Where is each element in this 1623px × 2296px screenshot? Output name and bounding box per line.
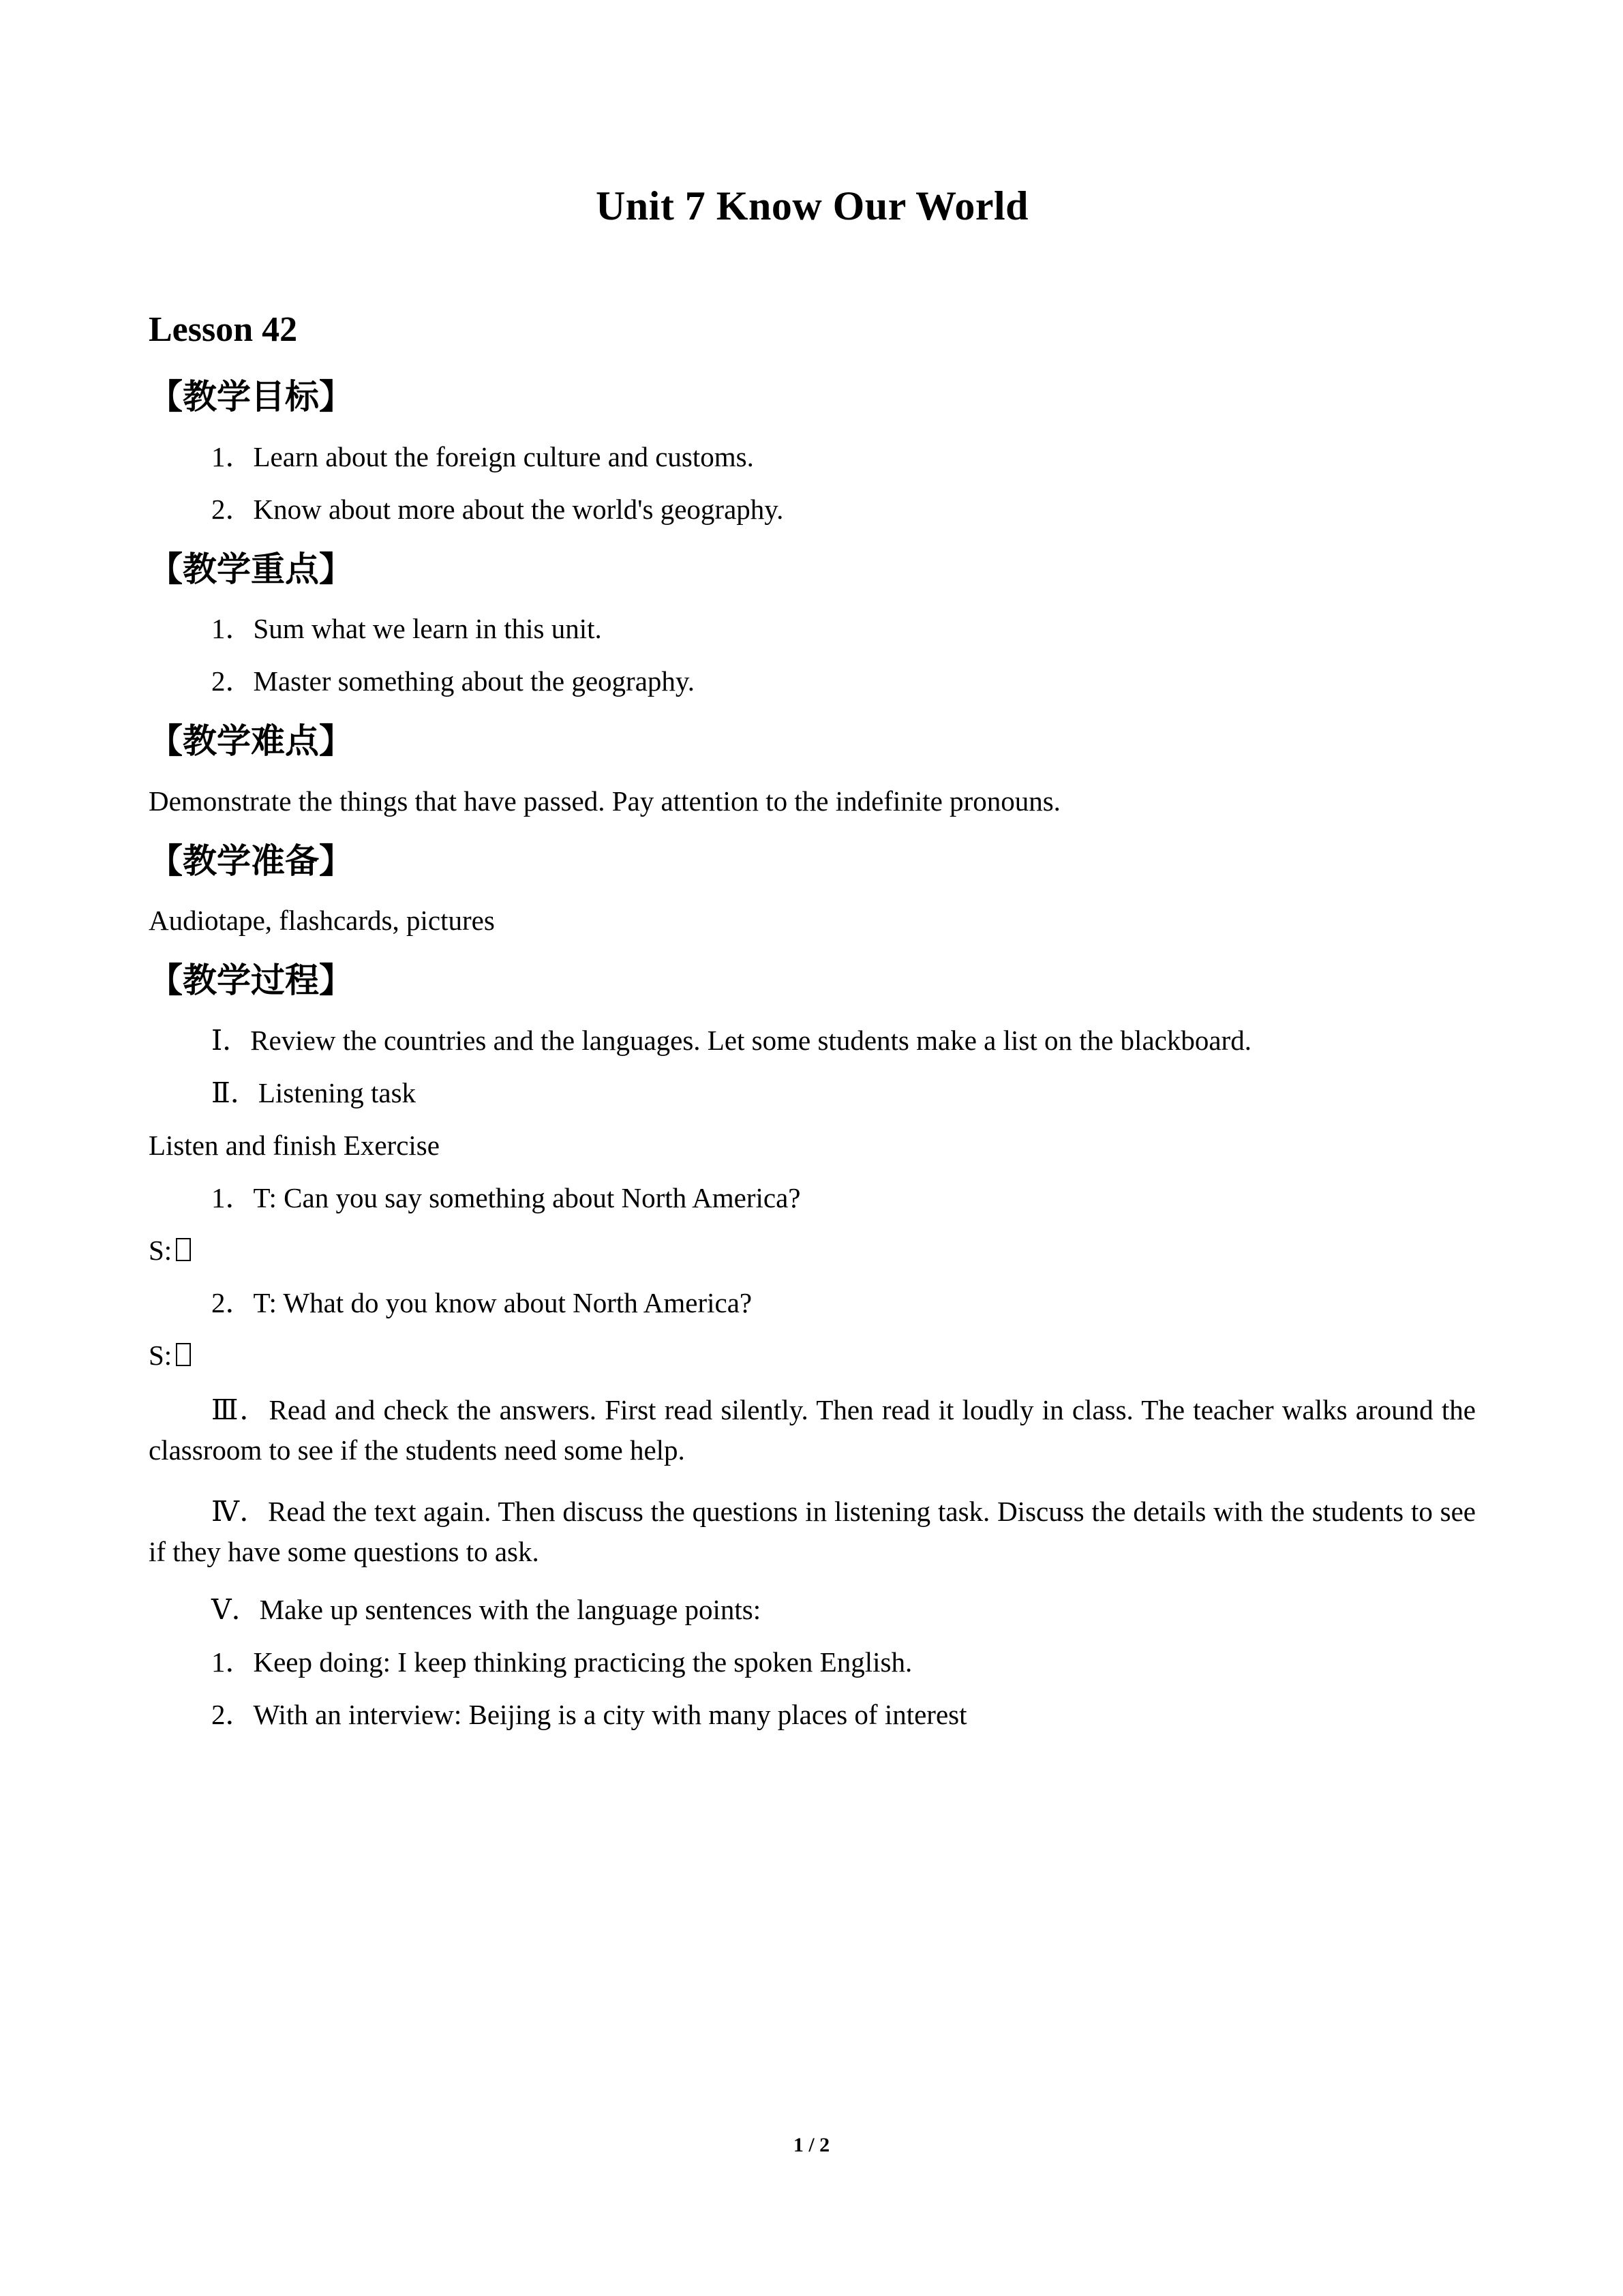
procedure-step-3: Ⅲ．Read and check the answers. First read silently. Then read it loudly in class. The teacher walks around the classroom to see if the students need some help. <box>149 1393 1476 1466</box>
language-point-2: 2．With an interview: Beijing is a city with many places of interest <box>211 1698 967 1730</box>
qa-1-student-label: S: <box>149 1234 172 1266</box>
qa-1-student-line <box>149 1212 1476 1265</box>
document-content <box>149 0 1476 1729</box>
key-points-item-2: 2．Master something about the geography. <box>211 665 695 697</box>
qa-2-teacher-line: 2．T: What do you know about North America? <box>211 1286 753 1318</box>
qa-2-student-line <box>149 1317 1476 1370</box>
difficulties-text: Demonstrate the things that have passed. Pay attention to the indefinite pronouns. <box>149 785 1061 817</box>
objectives-item-2: 2．Know about more about the world's geography. <box>211 493 784 525</box>
section-heading-difficulties: 【教学难点】 <box>149 721 353 761</box>
procedure-step-2: Ⅱ．Listening task <box>211 1076 416 1108</box>
procedure-listen-line: Listen and finish Exercise <box>149 1129 440 1161</box>
section-heading-key-points: 【教学重点】 <box>149 549 353 589</box>
preparation-text: Audiotape, flashcards, pictures <box>149 905 495 937</box>
qa-2-student-label: S: <box>149 1339 172 1371</box>
objectives-item-1: 1．Learn about the foreign culture and customs. <box>211 440 754 472</box>
procedure-step-4: Ⅳ．Read the text again. Then discuss the questions in listening task. Discuss the details with the students to see if they have some questions to ask. <box>149 1495 1476 1568</box>
procedure-step-5: Ⅴ．Make up sentences with the language points: <box>211 1593 761 1625</box>
lesson-heading: Lesson 42 <box>149 310 298 349</box>
page-title: Unit 7 Know Our World <box>595 183 1029 228</box>
qa-1-teacher-line: 1．T: Can you say something about North America? <box>211 1181 801 1213</box>
procedure-step-1: Ⅰ．Review the countries and the languages. Let some students make a list on the blackboard. <box>211 1024 1252 1056</box>
page-footer: 1 / 2 <box>793 2134 830 2156</box>
missing-glyph-box-icon <box>176 1343 191 1366</box>
missing-glyph-box-icon <box>176 1238 191 1261</box>
language-point-1: 1．Keep doing: I keep thinking practicing the spoken English. <box>211 1646 913 1678</box>
section-heading-preparation: 【教学准备】 <box>149 841 353 881</box>
key-points-item-1: 1．Sum what we learn in this unit. <box>211 613 602 645</box>
section-heading-objectives: 【教学目标】 <box>149 377 353 417</box>
section-heading-procedure: 【教学过程】 <box>149 961 353 1001</box>
